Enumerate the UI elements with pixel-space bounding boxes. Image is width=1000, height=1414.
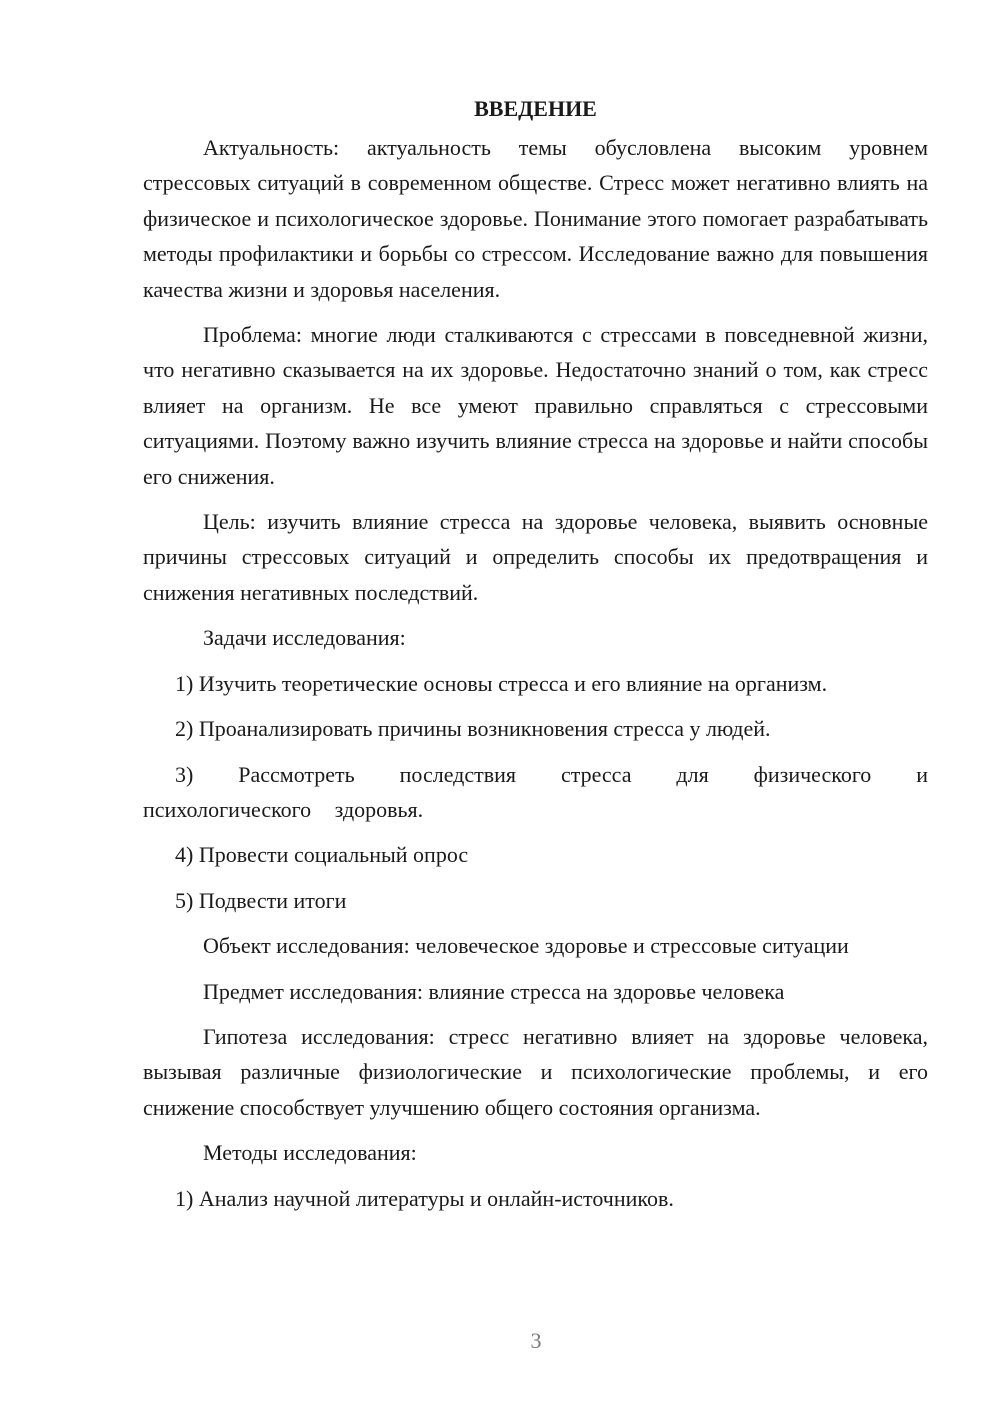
page-number: 3 [530, 1328, 542, 1353]
task-item-2: 2) Проанализировать причины возникновения стресса у людей. [175, 716, 771, 742]
task-item-1: 1) Изучить теоретические основы стресса и его влияние на организм. [175, 670, 828, 696]
object-paragraph: Объект исследования: человеческое здоровье и стрессовые ситуации [203, 933, 849, 959]
document-title: ВВЕДЕНИЕ [474, 96, 597, 121]
subject-paragraph: Предмет исследования: влияние стресса на здоровье человека [203, 978, 785, 1004]
method-item-1: 1) Анализ научной литературы и онлайн-источников. [175, 1185, 674, 1211]
relevance-paragraph: Актуальность: актуальность темы обусловлена высоким уровнем стрессовых ситуаций в современном обществе. Стресс может негативно влиять на физическое и психологическое здоровье. Понимание этого помогает разрабатывать методы профилактики и борьбы со стрессом. Исследование важно для повышения качества жизни и здоровья населения. [143, 135, 928, 302]
problem-paragraph: Проблема: многие люди сталкиваются с стрессами в повседневной жизни, что негативно сказывается на их здоровье. Недостаточно знаний о том, как стресс влияет на организм. Не все умеют правильно справляться с стрессовыми ситуациями. Поэтому важно изучить влияние стресса на здоровье и найти способы его снижения. [143, 322, 928, 489]
methods-heading: Методы исследования: [203, 1140, 417, 1166]
task-item-4: 4) Провести социальный опрос [175, 842, 469, 868]
task-item-3: 3) Рассмотреть последствия стресса для физического и психологического здоровья. [143, 761, 928, 822]
tasks-heading: Задачи исследования: [203, 625, 406, 651]
document-page [143, 92, 928, 1226]
task-item-5: 5) Подвести итоги [175, 887, 347, 913]
hypothesis-paragraph: Гипотеза исследования: стресс негативно влияет на здоровье человека, вызывая различные физиологические и психологические проблемы, и его снижение способствует улучшению общего состояния организма. [143, 1023, 928, 1120]
goal-paragraph: Цель: изучить влияние стресса на здоровье человека, выявить основные причины стрессовых ситуаций и определить способы их предотвращения и снижения негативных последствий. [143, 509, 928, 605]
